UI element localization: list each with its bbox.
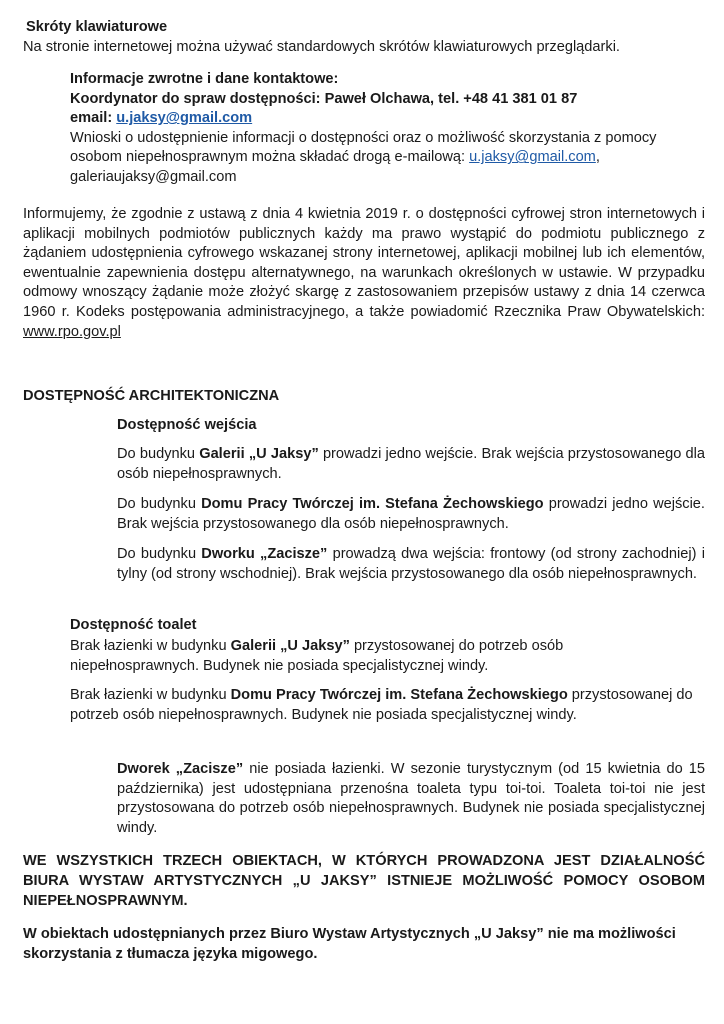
closing-caps-text: WE WSZYSTKICH TRZECH OBIEKTACH, W KTÓRYCH PROWADZONA JEST DZIAŁALNOŚĆ BIURA WYSTAW ARTYSTYCZNYCH „U JAKSY” ISTNIEJE MOŻLIWOŚĆ POMOCY OSOBOM NIEPEŁNOSPRAWNYM. [23, 853, 705, 909]
entrance-section [117, 416, 705, 436]
toilet-item-post: nie posiada łazienki. W sezonie turystycznym (od 15 kwietnia do 15 października) jest udostępniana przenośna toaleta typu toi-toi. Toaleta toi-toi nie jest przystosowana do potrzeb osób niepełnosprawnych. Budynek nie posiada specjalistycznej windy. [117, 761, 705, 836]
shortcuts-text: Na stronie internetowej można używać standardowych skrótów klawiaturowych przeglądarki. [23, 39, 620, 55]
shortcuts-section [26, 18, 706, 38]
entrance-item-name: Domu Pracy Twórczej im. Stefana Żechowskiego [201, 496, 544, 512]
info-section [23, 205, 705, 342]
contact-comma: , [595, 149, 600, 166]
architecture-heading-wrap [23, 387, 705, 407]
entrance-item-dom-text [117, 495, 705, 534]
toilet-item-name: Dworek „Zacisze” [117, 761, 244, 777]
toilet-item-post: przystosowanej do potrzeb osób niepełnosprawnych. Budynek nie posiada specjalistycznej windy. [70, 687, 693, 723]
toilet-item-dworek [117, 760, 705, 838]
entrance-item-galeria [117, 445, 705, 484]
sign-language-section [23, 925, 705, 964]
entrance-item-post: prowadzi jedno wejście. Brak wejścia przystosowanego dla osób niepełnosprawnych. [117, 496, 705, 532]
entrance-item-dom [117, 495, 705, 534]
toilet-item-galeria-text [70, 637, 626, 676]
email-line [70, 109, 706, 129]
closing-caps-section [23, 851, 705, 911]
toilet-heading: Dostępność toalet [70, 617, 197, 633]
entrance-item-name: Galerii „U Jaksy” [199, 446, 319, 462]
entrance-item-pre: Do budynku [117, 446, 200, 462]
entrance-heading: Dostępność wejścia [117, 417, 257, 433]
entrance-item-post: prowadzi jedno wejście. Brak wejścia przystosowanego dla osób niepełnosprawnych. [117, 446, 705, 482]
entrance-item-dworek-text [117, 545, 705, 584]
coordinator-line: Koordynator do spraw dostępności: Paweł Olchawa, tel. +48 41 381 01 87 [70, 90, 578, 107]
toilet-item-name: Galerii „U Jaksy” [230, 638, 350, 654]
toilet-item-dom [70, 686, 706, 725]
entrance-item-name: Dworku „Zacisze” [201, 546, 328, 562]
contact-text-1: Wnioski o udostępnienie informacji o dostępności oraz o możliwość skorzystania z pomocy [70, 129, 657, 146]
toilet-item-dworek-text [117, 760, 705, 838]
toilet-item-pre: Brak łazienki w budynku [70, 638, 231, 654]
contact-text-2: osobom niepełnosprawnym można składać drogą e-mailową: [70, 149, 466, 166]
shortcuts-heading: Skróty klawiaturowe [26, 19, 168, 35]
info-paragraph [23, 205, 705, 342]
contact-heading: Informacje zwrotne i dane kontaktowe: [70, 71, 339, 87]
toilet-item-pre: Brak łazienki w budynku [70, 687, 231, 703]
toilet-item-galeria [70, 637, 626, 676]
sign-language-text: W obiektach udostępnianych przez Biuro Wystaw Artystycznych „U Jaksy” nie ma możliwości skorzystania z tłumacza języka migowego. [23, 926, 676, 962]
email-link[interactable]: u.jaksy@gmail.com [116, 110, 253, 127]
entrance-item-galeria-text [117, 445, 705, 484]
architecture-heading: DOSTĘPNOŚĆ ARCHITEKTONICZNA [23, 388, 280, 404]
entrance-item-pre: Do budynku [117, 496, 202, 512]
info-text: Informujemy, że zgodnie z ustawą z dnia 4 kwietnia 2019 r. o dostępności cyfrowej stron internetowych i aplikacji mobilnych podmiotów publicznych każdy ma prawo wystąpić do podmiotu publicznego z żądaniem udostępnienia cyfrowego wskazanej strony internetowej, aplikacji mobilnej lub ich elementów, ewentualnie zapewnienia dostępu alternatywnego, na warunkach określonych w ustawie. W przypadku odmowy wnoszący żądanie może złożyć skargę z zastosowaniem przepisów ustawy z dnia 14 czerwca 1960 r. Kodeks postępowania administracyjnego, a także powiadomić Rzecznika Praw Obywatelskich: [23, 206, 705, 320]
contact-text-2-line [70, 148, 706, 168]
contact-section [70, 70, 706, 188]
entrance-item-dworek [117, 545, 705, 584]
entrance-item-pre: Do budynku [117, 546, 202, 562]
entrance-item-post: prowadzą dwa wejścia: frontowy (od strony zachodniej) i tylny (od strony wschodniej). Brak wejścia przystosowanego dla osób niepełnosprawnych. [117, 546, 705, 582]
shortcuts-text-wrap [23, 38, 713, 58]
toilet-item-dom-text [70, 686, 706, 725]
email-label: email: [70, 110, 113, 127]
contact-text-3: galeriaujaksy@gmail.com [70, 168, 237, 185]
contact-email-link[interactable]: u.jaksy@gmail.com [469, 149, 596, 166]
toilet-section [70, 616, 706, 636]
toilet-item-post: przystosowanej do potrzeb osób niepełnosprawnych. Budynek nie posiada specjalistycznej windy. [70, 638, 564, 674]
toilet-item-name: Domu Pracy Twórczej im. Stefana Żechowskiego [230, 687, 568, 703]
rpo-link[interactable]: www.rpo.gov.pl [23, 323, 121, 340]
